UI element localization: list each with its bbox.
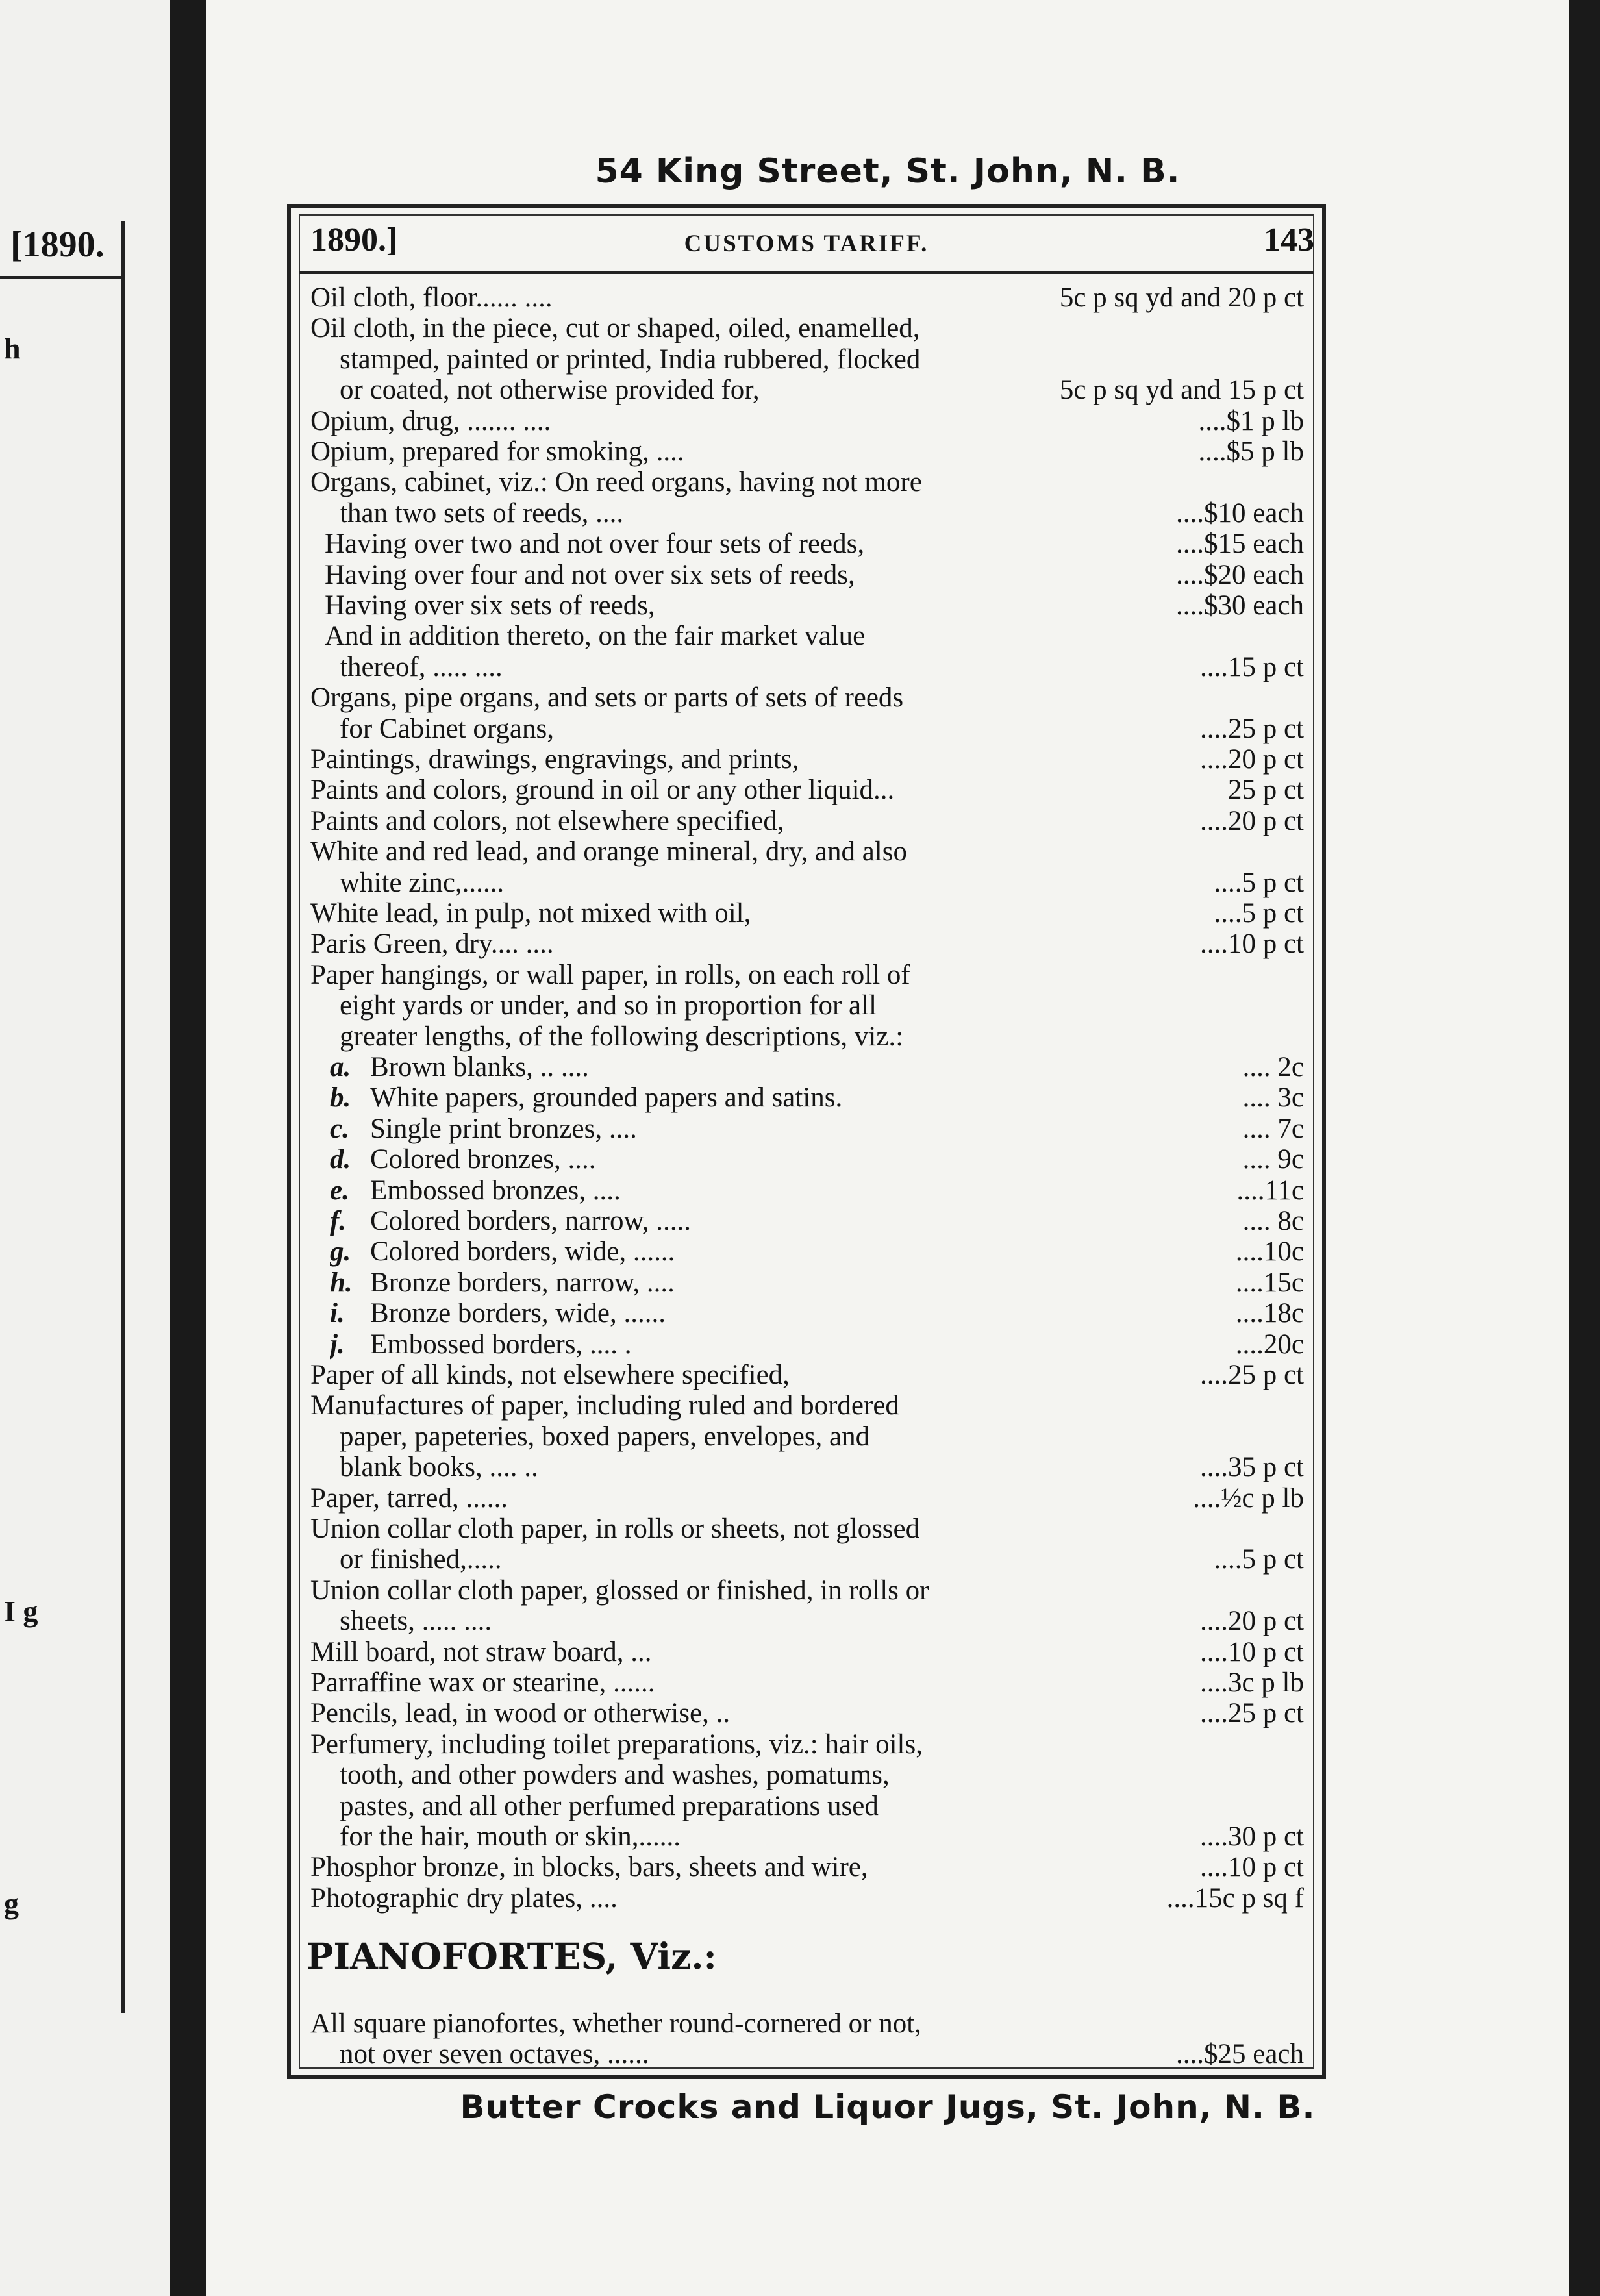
item-description: Having over six sets of reeds, bbox=[325, 590, 655, 621]
tariff-item-text bbox=[340, 374, 760, 406]
item-description: White lead, in pulp, not mixed with oil, bbox=[310, 898, 751, 929]
previous-page-rule bbox=[0, 276, 121, 279]
tariff-item-text bbox=[340, 867, 504, 899]
tariff-item-text bbox=[310, 1697, 730, 1730]
duty-rate: ....$1 p lb bbox=[1198, 405, 1304, 436]
item-description: White papers, grounded papers and satins. bbox=[370, 1082, 843, 1114]
tariff-item-text bbox=[325, 620, 865, 653]
tariff-item-text bbox=[330, 1051, 589, 1084]
tariff-item-text bbox=[310, 1513, 919, 1545]
item-description: Union collar cloth paper, in rolls or sheets, not glossed bbox=[310, 1514, 920, 1544]
top-advert-caption: 54 King Street, St. John, N. B. bbox=[595, 152, 1181, 191]
item-description: thereof, ..... .... bbox=[340, 651, 503, 682]
item-letter: f. bbox=[330, 1206, 347, 1236]
tariff-line bbox=[340, 2038, 1304, 2071]
section-heading: PIANOFORTES, Viz.: bbox=[306, 1935, 717, 1977]
duty-rate: ....35 p ct bbox=[1199, 1452, 1304, 1483]
tariff-line bbox=[310, 682, 1304, 714]
tariff-line bbox=[340, 1021, 1304, 1053]
duty-rate: ....10 p ct bbox=[1199, 1852, 1304, 1883]
duty-rate: 5c p sq yd and 15 p ct bbox=[1059, 375, 1304, 406]
item-description: Opium, prepared for smoking, .... bbox=[310, 436, 684, 467]
tariff-item-text bbox=[310, 282, 553, 314]
tariff-item-text bbox=[340, 713, 554, 745]
tariff-item-text bbox=[310, 405, 551, 438]
item-description: Bronze borders, wide, ...... bbox=[370, 1298, 666, 1329]
tariff-item-text bbox=[310, 1482, 508, 1515]
duty-rate: ....5 p ct bbox=[1214, 867, 1304, 898]
previous-page-fragment bbox=[0, 0, 170, 2296]
tariff-line bbox=[340, 374, 1304, 406]
item-letter: i. bbox=[330, 1298, 345, 1329]
item-description: Having over two and not over four sets of reeds, bbox=[325, 529, 865, 560]
duty-rate: ....30 p ct bbox=[1199, 1821, 1304, 1852]
running-head-title: CUSTOMS TARIFF. bbox=[684, 231, 929, 257]
item-letter: a. bbox=[330, 1052, 351, 1082]
item-description: than two sets of reeds, .... bbox=[340, 497, 624, 529]
tariff-subitem bbox=[330, 1113, 1304, 1145]
item-description: for the hair, mouth or skin,...... bbox=[340, 1821, 681, 1852]
tariff-line bbox=[325, 559, 1304, 592]
tariff-line bbox=[310, 805, 1304, 838]
item-description: Pencils, lead, in wood or otherwise, .. bbox=[310, 1698, 731, 1729]
duty-rate: ....10 p ct bbox=[1199, 1636, 1304, 1667]
tariff-line bbox=[325, 590, 1304, 622]
page-number: 143 bbox=[1264, 221, 1314, 258]
item-description: Colored borders, wide, ...... bbox=[370, 1236, 675, 1267]
tariff-item-text bbox=[330, 1175, 621, 1207]
duty-rate: .... 7c bbox=[1242, 1113, 1304, 1144]
tariff-item-text bbox=[330, 1113, 637, 1145]
tariff-line bbox=[325, 528, 1304, 560]
item-description: All square pianofortes, whether round-cornered or not, bbox=[310, 2008, 921, 2039]
item-description: Phosphor bronze, in blocks, bars, sheets and wire, bbox=[310, 1852, 868, 1883]
tariff-subitem bbox=[330, 1267, 1304, 1299]
tariff-item-text bbox=[310, 805, 784, 838]
item-description: Embossed bronzes, .... bbox=[370, 1175, 621, 1206]
tariff-subitem bbox=[330, 1297, 1304, 1330]
tariff-line bbox=[340, 1451, 1304, 1484]
item-description: Bronze borders, narrow, .... bbox=[370, 1267, 675, 1298]
item-description: Opium, drug, ....... .... bbox=[310, 405, 551, 436]
tariff-line bbox=[310, 959, 1304, 992]
duty-rate: ....18c bbox=[1235, 1298, 1304, 1329]
duty-rate: ....½c p lb bbox=[1193, 1482, 1304, 1514]
bottom-advert-caption: Butter Crocks and Liquor Jugs, St. John, N. B. bbox=[460, 2088, 1316, 2126]
tariff-item-text bbox=[310, 1882, 618, 1915]
tariff-line bbox=[310, 1359, 1304, 1391]
tariff-line bbox=[310, 405, 1304, 438]
tariff-item-text bbox=[310, 1636, 651, 1669]
duty-rate: ....$25 each bbox=[1175, 2039, 1304, 2070]
tariff-item-text bbox=[310, 1728, 923, 1761]
tariff-line bbox=[310, 1697, 1304, 1730]
tariff-item-text bbox=[310, 682, 903, 714]
duty-rate: ....11c bbox=[1236, 1175, 1304, 1206]
tariff-line bbox=[310, 1636, 1304, 1669]
item-description: Mill board, not straw board, ... bbox=[310, 1636, 652, 1667]
tariff-subitem bbox=[330, 1143, 1304, 1176]
tariff-line bbox=[310, 1882, 1304, 1915]
item-letter: e. bbox=[330, 1175, 349, 1206]
item-description: stamped, painted or printed, India rubbered, flocked bbox=[340, 343, 921, 375]
running-head-year: 1890.] bbox=[310, 221, 398, 258]
tariff-item-text bbox=[330, 1205, 691, 1238]
tariff-subitem bbox=[330, 1329, 1304, 1361]
tariff-line bbox=[340, 651, 1304, 684]
header-rule bbox=[299, 271, 1314, 274]
tariff-item-text bbox=[330, 1267, 675, 1299]
tariff-line bbox=[340, 1790, 1304, 1823]
tariff-item-text bbox=[310, 1851, 868, 1884]
item-description: Paintings, drawings, engravings, and prints, bbox=[310, 744, 799, 775]
tariff-item-text bbox=[310, 312, 920, 345]
tariff-line bbox=[310, 1513, 1304, 1545]
item-description: white zinc,...... bbox=[340, 867, 505, 898]
tariff-item-text bbox=[340, 1543, 502, 1576]
tariff-line bbox=[310, 1390, 1304, 1422]
previous-page-text: I g bbox=[4, 1595, 38, 1628]
item-description: Oil cloth, in the piece, cut or shaped, oiled, enamelled, bbox=[310, 313, 920, 344]
previous-page-text: g bbox=[4, 1887, 19, 1920]
item-description: Paris Green, dry.... .... bbox=[310, 929, 554, 960]
item-description: Embossed borders, .... . bbox=[370, 1329, 632, 1360]
tariff-item-text bbox=[340, 1759, 890, 1791]
item-description: not over seven octaves, ...... bbox=[340, 2039, 649, 2070]
item-description: Colored borders, narrow, ..... bbox=[370, 1206, 691, 1236]
item-description: Single print bronzes, .... bbox=[370, 1113, 637, 1144]
tariff-subitem bbox=[330, 1205, 1304, 1238]
tariff-line bbox=[340, 1605, 1304, 1638]
tariff-item-text bbox=[325, 528, 864, 560]
duty-rate: ....15 p ct bbox=[1199, 651, 1304, 682]
duty-rate: 5c p sq yd and 20 p ct bbox=[1059, 282, 1304, 313]
tariff-item-text bbox=[340, 1021, 903, 1053]
tariff-line bbox=[340, 867, 1304, 899]
duty-rate: ....$20 each bbox=[1175, 559, 1304, 590]
tariff-item-text bbox=[340, 651, 503, 684]
tariff-line bbox=[340, 497, 1304, 530]
tariff-page bbox=[206, 0, 1569, 2296]
item-description: pastes, and all other perfumed preparations used bbox=[340, 1790, 879, 1821]
tariff-line bbox=[310, 1575, 1304, 1607]
tariff-item-text bbox=[310, 836, 907, 868]
duty-rate: ....20c bbox=[1235, 1329, 1304, 1360]
tariff-line bbox=[310, 466, 1304, 499]
duty-rate: ....$30 each bbox=[1175, 590, 1304, 621]
tariff-line bbox=[310, 774, 1304, 806]
tariff-line bbox=[310, 282, 1304, 314]
tariff-subitem bbox=[330, 1082, 1304, 1114]
tariff-line bbox=[310, 1728, 1304, 1761]
duty-rate: ....5 p ct bbox=[1214, 1544, 1304, 1575]
tariff-line bbox=[340, 343, 1304, 376]
duty-rate: ....15c p sq f bbox=[1166, 1882, 1304, 1914]
item-letter: j. bbox=[330, 1329, 345, 1360]
item-description: Union collar cloth paper, glossed or finished, in rolls or bbox=[310, 1575, 929, 1606]
tariff-line bbox=[310, 743, 1304, 776]
duty-rate: ....20 p ct bbox=[1199, 744, 1304, 775]
item-description: Paper hangings, or wall paper, in rolls, on each roll of bbox=[310, 959, 910, 990]
item-description: And in addition thereto, on the fair market value bbox=[325, 621, 866, 652]
duty-rate: ....25 p ct bbox=[1199, 1360, 1304, 1390]
item-description: Perfumery, including toilet preparations, viz.: hair oils, bbox=[310, 1728, 923, 1760]
tariff-item-text bbox=[310, 959, 910, 992]
tariff-subitem bbox=[330, 1051, 1304, 1084]
tariff-line bbox=[310, 1667, 1304, 1699]
duty-rate: .... 8c bbox=[1242, 1206, 1304, 1236]
tariff-item-text bbox=[330, 1082, 842, 1114]
previous-page-text: h bbox=[4, 332, 21, 365]
tariff-line bbox=[340, 990, 1304, 1022]
tariff-item-text bbox=[310, 1390, 899, 1422]
item-description: Photographic dry plates, .... bbox=[310, 1882, 618, 1914]
tariff-line bbox=[340, 1759, 1304, 1791]
item-description: Paints and colors, ground in oil or any other liquid... bbox=[310, 775, 895, 806]
tariff-item-text bbox=[310, 774, 894, 806]
tariff-item-text bbox=[340, 1821, 681, 1853]
tariff-item-text bbox=[325, 559, 855, 592]
duty-rate: ....25 p ct bbox=[1199, 713, 1304, 744]
item-description: Organs, cabinet, viz.: On reed organs, having not more bbox=[310, 467, 922, 498]
tariff-line bbox=[310, 897, 1304, 930]
duty-rate: 25 p ct bbox=[1227, 775, 1304, 806]
duty-rate: ....15c bbox=[1235, 1267, 1304, 1298]
tariff-item-text bbox=[310, 1575, 929, 1607]
tariff-line bbox=[310, 436, 1304, 468]
tariff-subitem bbox=[330, 1236, 1304, 1268]
duty-rate: .... 2c bbox=[1242, 1052, 1304, 1082]
tariff-item-text bbox=[325, 590, 655, 622]
duty-rate: ....$10 each bbox=[1175, 497, 1304, 529]
item-letter: b. bbox=[330, 1082, 351, 1114]
tariff-item-text bbox=[340, 2038, 649, 2071]
previous-page-header: [1890. bbox=[10, 225, 105, 265]
tariff-item-text bbox=[310, 897, 751, 930]
item-letter: g. bbox=[330, 1236, 351, 1267]
item-description: or coated, not otherwise provided for, bbox=[340, 375, 760, 406]
item-description: Colored bronzes, .... bbox=[370, 1144, 596, 1175]
tariff-item-text bbox=[310, 743, 799, 776]
item-description: or finished,..... bbox=[340, 1544, 502, 1575]
item-description: greater lengths, of the following descriptions, viz.: bbox=[340, 1021, 904, 1052]
duty-rate: ....10c bbox=[1235, 1236, 1304, 1267]
tariff-item-text bbox=[310, 1359, 790, 1391]
duty-rate: ....3c p lb bbox=[1199, 1667, 1304, 1698]
tariff-item-text bbox=[330, 1236, 675, 1268]
tariff-line bbox=[310, 836, 1304, 868]
item-description: paper, papeteries, boxed papers, envelopes, and bbox=[340, 1421, 870, 1452]
tariff-item-text bbox=[340, 1451, 538, 1484]
tariff-item-text bbox=[330, 1297, 666, 1330]
tariff-item-text bbox=[310, 2008, 921, 2040]
tariff-line bbox=[310, 1482, 1304, 1515]
tariff-line bbox=[310, 2008, 1304, 2040]
item-description: White and red lead, and orange mineral, dry, and also bbox=[310, 836, 907, 867]
tariff-line bbox=[340, 1421, 1304, 1453]
tariff-item-text bbox=[310, 436, 684, 468]
duty-rate: ....20 p ct bbox=[1199, 805, 1304, 836]
duty-rate: ....5 p ct bbox=[1214, 898, 1304, 929]
duty-rate: ....$15 each bbox=[1175, 529, 1304, 560]
item-letter: d. bbox=[330, 1144, 351, 1175]
tariff-line bbox=[325, 620, 1304, 653]
tariff-item-text bbox=[340, 1605, 492, 1638]
item-letter: c. bbox=[330, 1113, 349, 1144]
item-description: Paper of all kinds, not elsewhere specified, bbox=[310, 1360, 790, 1390]
tariff-line bbox=[310, 312, 1304, 345]
tariff-item-text bbox=[340, 1421, 869, 1453]
tariff-line bbox=[310, 928, 1304, 960]
item-letter: h. bbox=[330, 1267, 353, 1298]
duty-rate: ....25 p ct bbox=[1199, 1698, 1304, 1729]
duty-rate: ....10 p ct bbox=[1199, 929, 1304, 960]
duty-rate: .... 9c bbox=[1242, 1144, 1304, 1175]
item-description: Organs, pipe organs, and sets or parts of sets of reeds bbox=[310, 682, 904, 714]
tariff-item-text bbox=[310, 1667, 655, 1699]
tariff-item-text bbox=[330, 1143, 596, 1176]
item-description: tooth, and other powders and washes, pomatums, bbox=[340, 1760, 890, 1791]
item-description: Parraffine wax or stearine, ...... bbox=[310, 1667, 655, 1698]
item-description: Having over four and not over six sets of reeds, bbox=[325, 559, 855, 590]
item-description: Brown blanks, .. .... bbox=[370, 1052, 589, 1082]
tariff-item-text bbox=[340, 343, 920, 376]
tariff-item-text bbox=[310, 466, 922, 499]
tariff-line bbox=[310, 1851, 1304, 1884]
tariff-item-text bbox=[340, 1790, 879, 1823]
tariff-item-text bbox=[330, 1329, 631, 1361]
duty-rate: ....$5 p lb bbox=[1198, 436, 1304, 467]
tariff-line bbox=[340, 713, 1304, 745]
item-description: sheets, ..... .... bbox=[340, 1606, 492, 1637]
tariff-item-text bbox=[310, 928, 554, 960]
item-description: eight yards or under, and so in proportion for all bbox=[340, 990, 877, 1021]
tariff-subitem bbox=[330, 1175, 1304, 1207]
tariff-line bbox=[340, 1821, 1304, 1853]
previous-page-frame bbox=[0, 221, 125, 2013]
duty-rate: ....20 p ct bbox=[1199, 1606, 1304, 1637]
item-description: for Cabinet organs, bbox=[340, 713, 554, 744]
duty-rate: .... 3c bbox=[1242, 1082, 1304, 1114]
item-description: Paper, tarred, ...... bbox=[310, 1482, 508, 1514]
item-description: Manufactures of paper, including ruled and bordered bbox=[310, 1390, 899, 1421]
tariff-item-text bbox=[340, 990, 877, 1022]
item-description: Oil cloth, floor...... .... bbox=[310, 282, 553, 313]
tariff-item-text bbox=[340, 497, 623, 530]
tariff-line bbox=[340, 1543, 1304, 1576]
item-description: Paints and colors, not elsewhere specified, bbox=[310, 805, 784, 836]
item-description: blank books, .... .. bbox=[340, 1452, 538, 1483]
